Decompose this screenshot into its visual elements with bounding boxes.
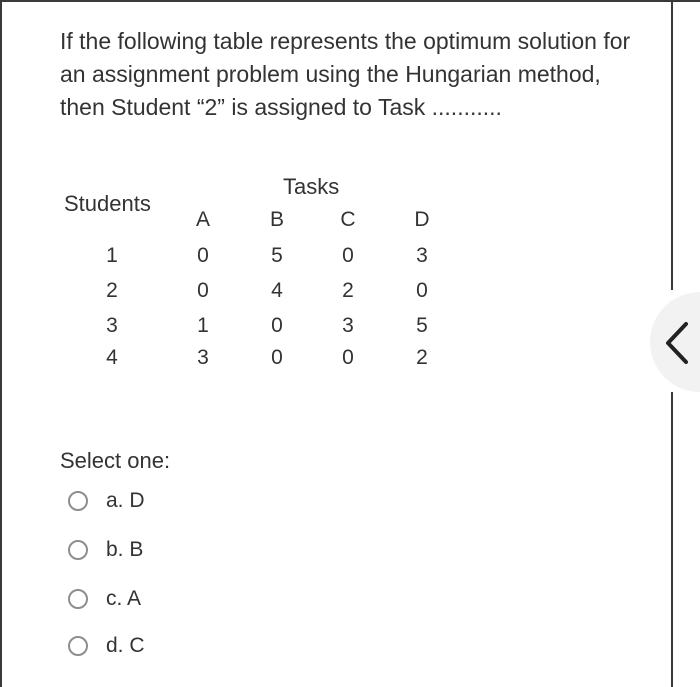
table-cell: 2: [416, 346, 428, 369]
select-one-prompt: Select one:: [60, 448, 171, 473]
chevron-left-icon[interactable]: [662, 318, 692, 373]
table-cell: 0: [271, 314, 283, 337]
table-cell: 2: [342, 279, 354, 302]
frame-edge: [671, 392, 673, 687]
table-cell: 4: [271, 279, 283, 302]
table-cell: 3: [197, 346, 209, 369]
table-cell: 0: [197, 279, 209, 302]
table-cell: 0: [342, 346, 354, 369]
table-cell: 0: [197, 244, 209, 267]
table-cell: 5: [271, 244, 283, 267]
answer-option-a[interactable]: [68, 486, 145, 516]
radio-button[interactable]: [68, 589, 88, 609]
table-cell: 0: [271, 346, 283, 369]
table-cell: 1: [197, 314, 209, 337]
table-cell: 3: [342, 314, 354, 337]
students-header: Students: [64, 191, 151, 216]
answer-label: a. D: [106, 489, 145, 512]
row-header: 3: [106, 314, 118, 337]
answer-label: b. B: [106, 538, 144, 561]
radio-button[interactable]: [68, 636, 88, 656]
table-cell: 0: [416, 279, 428, 302]
answer-option-c[interactable]: [68, 584, 141, 614]
column-header: A: [195, 208, 210, 231]
table-cell: 0: [342, 244, 354, 267]
radio-button[interactable]: [68, 540, 88, 560]
frame-edge: [671, 0, 673, 290]
row-header: 2: [106, 279, 118, 302]
table-cell: 5: [416, 314, 428, 337]
answer-label: d. C: [106, 634, 145, 657]
radio-button[interactable]: [68, 491, 88, 511]
column-header: D: [414, 208, 430, 231]
table-cell: 3: [416, 244, 428, 267]
column-header: C: [340, 208, 356, 231]
row-header: 4: [106, 346, 118, 369]
question-text: If the following table represents the optimum solution for an assignment problem using the Hungarian method, then Student “2” is assigned to Task ...........: [60, 28, 631, 120]
row-header: 1: [106, 244, 118, 267]
answer-option-b[interactable]: [68, 535, 143, 565]
answer-option-d[interactable]: [68, 631, 145, 661]
tasks-header: Tasks: [283, 174, 340, 199]
column-header: B: [269, 208, 284, 231]
answer-label: c. A: [106, 587, 142, 610]
